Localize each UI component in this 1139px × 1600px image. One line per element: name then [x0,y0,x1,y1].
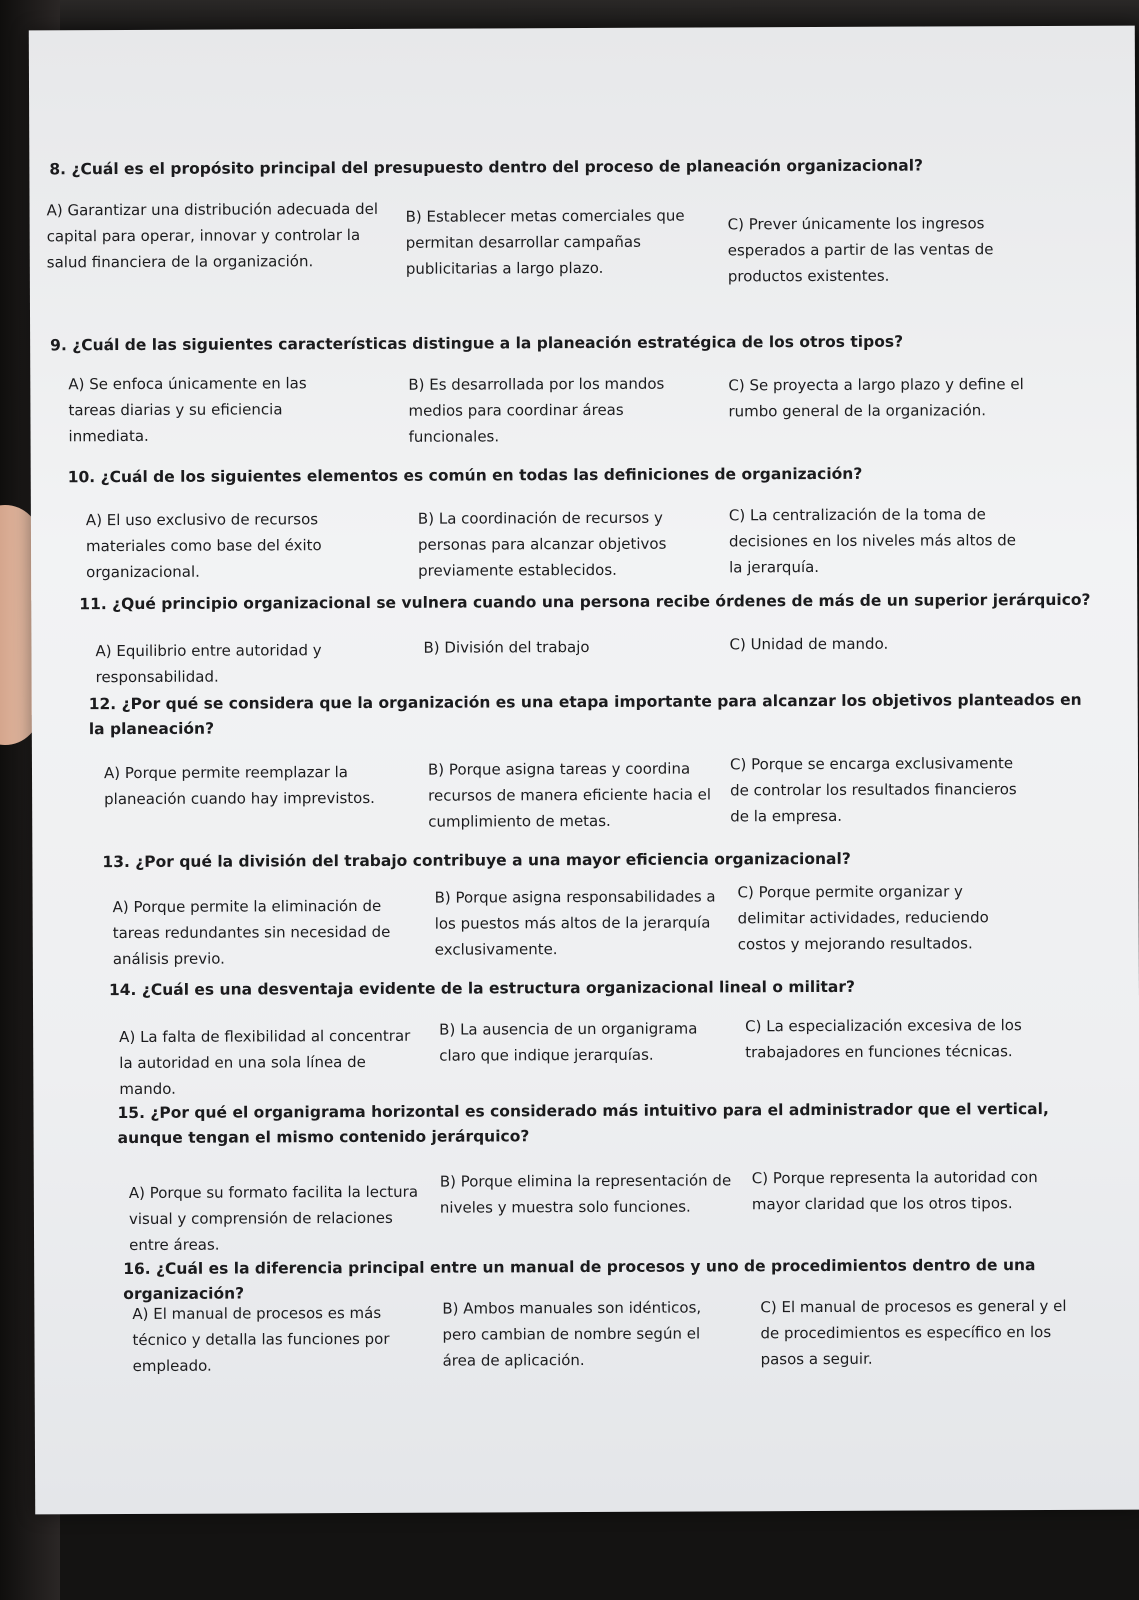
question-text: 8. ¿Cuál es el propósito principal del presupuesto dentro del proceso de planeación organizacional? [49,156,924,179]
question-text: 14. ¿Cuál es una desventaja evidente de la estructura organizacional lineal o militar? [108,977,856,1000]
option-b: B) Establecer metas comerciales que permitan desarrollar campañas publicitarias a largo plazo. [405,206,685,278]
option-c: C) Prever únicamente los ingresos esperados a partir de las ventas de productos existentes. [727,214,994,286]
option-c: C) La especialización excesiva de los trabajadores en funciones técnicas. [745,1016,1022,1062]
question-11 [31,588,1137,687]
option-c: C) Porque representa la autoridad con mayor claridad que los otros tipos. [751,1168,1038,1214]
option-c: C) Se proyecta a largo plazo y define el rumbo general de la organización. [728,375,1024,421]
option-a: A) Porque permite la eliminación de tareas redundantes sin necesidad de análisis previo. [112,896,391,969]
question-text: 12. ¿Por qué se considera que la organización es una etapa importante para alcanzar los objetivos planteados en la planeación? [88,690,1082,739]
option-b: B) Es desarrollada por los mandos medios para coordinar áreas funcionales. [408,374,665,446]
option-b: B) Porque asigna responsabilidades a los puestos más altos de la jerarquía exclusivamente. [434,887,716,959]
option-c: C) Unidad de mando. [729,634,889,654]
option-a: A) Porque permite reemplazar la planeación cuando hay imprevistos. [103,763,375,809]
option-a: A) La falta de flexibilidad al concentrar la autoridad en una sola línea de mando. [119,1026,411,1099]
question-9 [30,329,1136,446]
question-text: 9. ¿Cuál de las siguientes características distingue a la planeación estratégica de los otros tipos? [50,332,904,355]
question-text: 13. ¿Por qué la división del trabajo contribuye a una mayor eficiencia organizacional? [102,849,851,872]
option-a: A) Porque su formato facilita la lectura visual y comprensión de relaciones entre áreas. [128,1182,419,1254]
option-b: B) La coordinación de recursos y personas para alcanzar objetivos previamente establecidos. [417,508,667,580]
option-c: C) El manual de procesos es general y el de procedimientos es específico en los pasos a seguir. [760,1296,1067,1369]
question-13 [32,846,1138,969]
option-b: B) División del trabajo [423,637,590,657]
question-10 [31,461,1137,582]
option-a: A) El manual de procesos es más técnico y detalla las funciones por empleado. [132,1303,390,1375]
question-8 [29,153,1135,286]
option-a: A) Garantizar una distribución adecuada del capital para operar, innovar y controlar la salud financiera de la organización. [46,199,379,272]
option-b: B) Porque elimina la representación de niveles y muestra solo funciones. [439,1171,732,1217]
option-c: C) Porque permite organizar y delimitar actividades, reduciendo costos y mejorando resultados. [737,882,989,954]
question-text: 10. ¿Cuál de los siguientes elementos es común en todas las definiciones de organización? [67,464,863,487]
option-b: B) La ausencia de un organigrama claro que indique jerarquías. [439,1019,698,1065]
option-a: A) El uso exclusivo de recursos materiales como base del éxito organizacional. [85,510,322,582]
option-c: C) La centralización de la toma de decisiones en los niveles más altos de la jerarquía. [728,505,1017,577]
question-text: 15. ¿Por qué el organigrama horizontal es considerado más intuitivo para el administrador que el vertical, aunque tengan el mismo contenido jerárquico? [117,1099,1049,1148]
option-c: C) Porque se encarga exclusivamente de controlar los resultados financieros de la empresa. [729,754,1017,826]
question-text: 16. ¿Cuál es la diferencia principal entre un manual de procesos y uno de procedimientos dentro de una organización? [123,1256,1036,1304]
exam-sheet [29,26,1139,1515]
option-a: A) Equilibrio entre autoridad y responsabilidad. [95,641,322,687]
option-b: B) Ambos manuales son idénticos, pero cambian de nombre según el área de aplicación. [442,1298,702,1370]
question-text: 11. ¿Qué principio organizacional se vulnera cuando una persona recibe órdenes de más de un superior jerárquico? [79,590,1091,614]
question-14 [33,974,1139,1099]
option-b: B) Porque asigna tareas y coordina recursos de manera eficiente hacia el cumplimiento de metas. [427,759,712,831]
option-a: A) Se enfoca únicamente en las tareas diarias y su eficiencia inmediata. [68,374,307,446]
